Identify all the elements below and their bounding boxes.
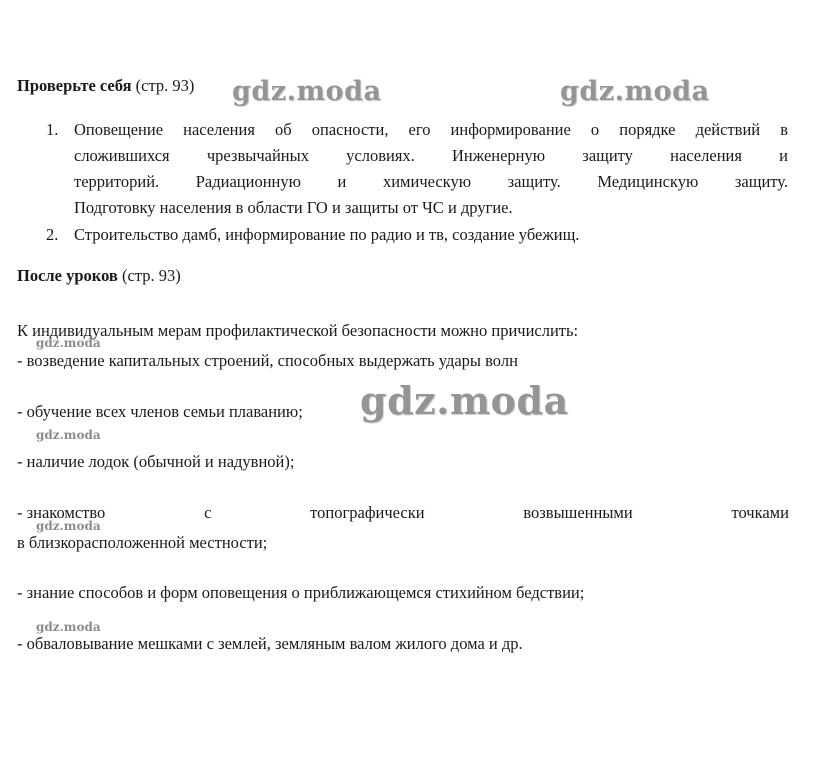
list-item-1-line-3: территорий. Радиационную и химическую защиту. Медицинскую защиту. — [74, 172, 788, 191]
bullet-2: - обучение всех членов семьи плаванию; — [17, 402, 303, 421]
heading-page-ref: (стр. 93) — [117, 266, 181, 285]
bullet-4-word: - знакомство — [17, 503, 106, 522]
bullet-4-word: возвышенными — [523, 503, 633, 522]
bullet-5: - знание способов и форм оповещения о приближающемся стихийном бедствии; — [17, 583, 585, 602]
bullet-1: - возведение капитальных строений, способных выдержать удары волн — [17, 351, 518, 370]
watermark-logo: gdz.moda — [232, 76, 382, 107]
watermark-logo: gdz.moda — [360, 378, 569, 423]
list-number-1: 1. — [46, 120, 59, 139]
list-number-2: 2. — [46, 225, 59, 244]
bullet-4-word: с — [204, 503, 212, 522]
watermark-logo: gdz.moda — [560, 76, 710, 107]
list-item-1-line-1: Оповещение населения об опасности, его информирование о порядке действий в — [74, 120, 788, 139]
section-heading-after-lessons — [17, 266, 181, 286]
watermark-logo: gdz.moda — [36, 428, 101, 442]
bullet-4-word: топографически — [310, 503, 425, 522]
watermark-logo: gdz.moda — [36, 519, 101, 533]
list-item-1-line-2: сложившихся чрезвычайных условиях. Инженерную защиту населения и — [74, 146, 788, 165]
section-heading-check-yourself — [17, 76, 194, 96]
list-item-2-line-1: Строительство дамб, информирование по радио и тв, создание убежищ. — [74, 225, 580, 244]
list-item-1-line-4: Подготовку населения в области ГО и защиты от ЧС и другие. — [74, 198, 513, 217]
bullet-6: - обваловывание мешками с землей, земляным валом жилого дома и др. — [17, 634, 523, 653]
bullet-4-line-2: в близкорасположенной местности; — [17, 533, 268, 552]
watermark-logo: gdz.moda — [36, 620, 101, 634]
bullet-4-word: точками — [731, 503, 789, 522]
heading-bold-text: После уроков — [17, 266, 118, 285]
bullet-4-line-1 — [17, 503, 789, 523]
heading-page-ref: (стр. 93) — [131, 76, 195, 95]
intro-paragraph: К индивидуальным мерам профилактической безопасности можно причислить: — [17, 321, 579, 340]
watermark-logo: gdz.moda — [36, 336, 101, 350]
bullet-3: - наличие лодок (обычной и надувной); — [17, 452, 295, 471]
heading-bold-text: Проверьте себя — [17, 76, 132, 95]
